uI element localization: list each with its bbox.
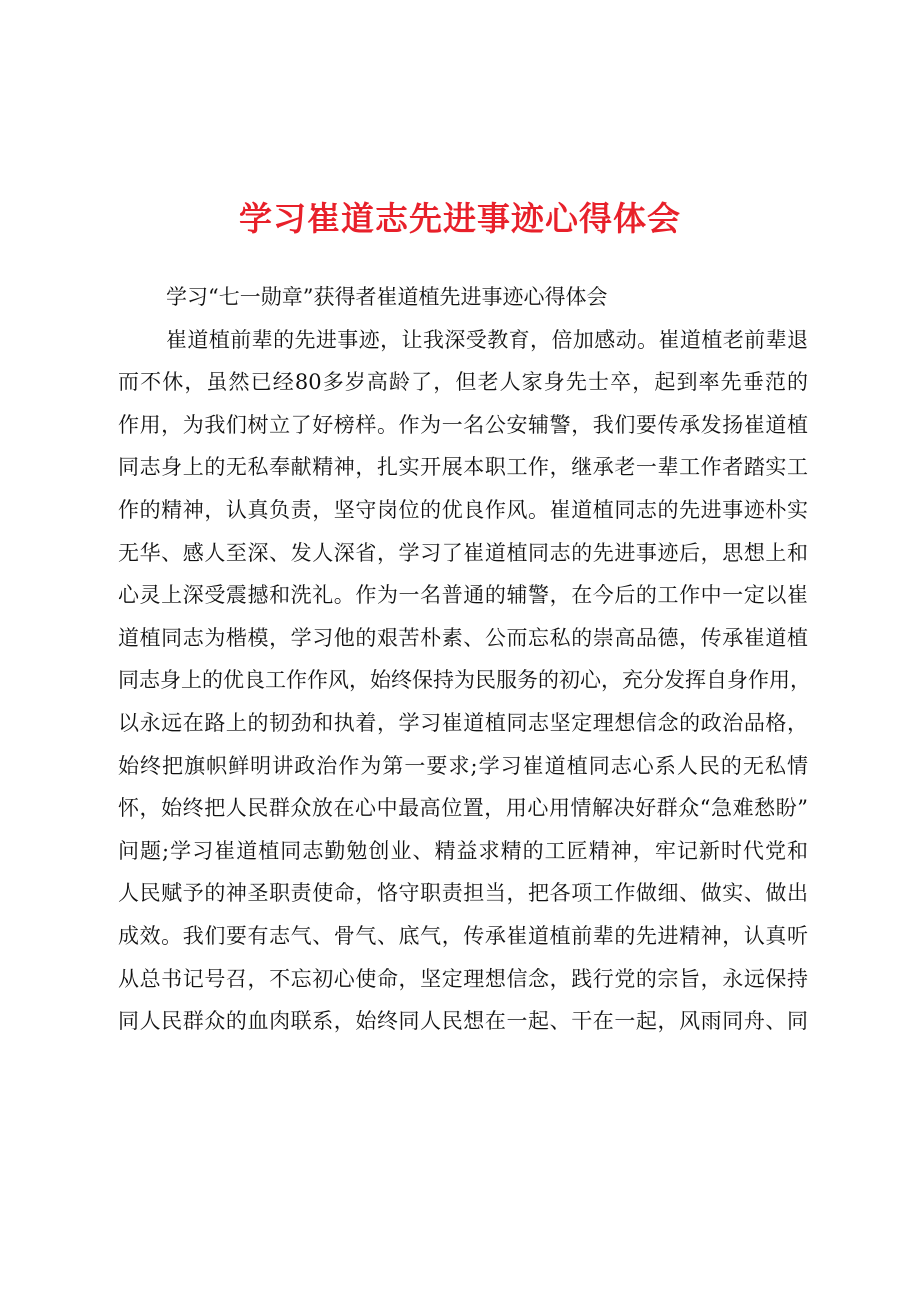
- paragraph-line: 始终把旗帜鲜明讲政治作为第一要求;学习崔道植同志心系人民的无私情: [118, 753, 808, 778]
- paragraph-line: 以永远在路上的韧劲和执着，学习崔道植同志坚定理想信念的政治品格，: [118, 710, 808, 735]
- paragraph-line: 无华、感人至深、发人深省，学习了崔道植同志的先进事迹后，思想上和: [118, 540, 808, 565]
- paragraph-line: 作用，为我们树立了好榜样。作为一名公安辅警，我们要传承发扬崔道植: [118, 412, 808, 437]
- paragraph-line: 作的精神，认真负责，坚守岗位的优良作风。崔道植同志的先进事迹朴实: [118, 497, 808, 522]
- paragraph-line: 人民赋予的神圣职责使命，恪守职责担当，把各项工作做细、做实、做出: [118, 881, 808, 906]
- paragraph-line: 怀，始终把人民群众放在心中最高位置，用心用情解决好群众“急难愁盼”: [118, 796, 808, 821]
- document-subtitle: 学习“七一勋章”获得者崔道植先进事迹心得体会: [166, 285, 608, 309]
- paragraph-line: 同人民群众的血肉联系，始终同人民想在一起、干在一起，风雨同舟、同: [118, 1009, 808, 1034]
- paragraph-line: 而不休，虽然已经80多岁高龄了，但老人家身先士卒，起到率先垂范的: [118, 370, 808, 395]
- document-title: 学习崔道志先进事迹心得体会: [239, 199, 681, 238]
- paragraph-line: 成效。我们要有志气、骨气、底气，传承崔道植前辈的先进精神，认真听: [118, 923, 808, 948]
- paragraph-line: 同志身上的无私奉献精神，扎实开展本职工作，继承老一辈工作者踏实工: [118, 455, 808, 480]
- paragraph-line: 崔道植前辈的先进事迹，让我深受教育，倍加感动。崔道植老前辈退: [166, 327, 808, 352]
- paragraph-line: 心灵上深受震撼和洗礼。作为一名普通的辅警，在今后的工作中一定以崔: [118, 583, 808, 608]
- paragraph-line: 道植同志为楷模，学习他的艰苦朴素、公而忘私的崇高品德，传承崔道植: [118, 625, 808, 650]
- paragraph-line: 问题;学习崔道植同志勤勉创业、精益求精的工匠精神，牢记新时代党和: [118, 838, 808, 863]
- paragraph-line: 从总书记号召，不忘初心使命，坚定理想信念，践行党的宗旨，永远保持: [118, 966, 808, 991]
- document-body: [118, 276, 811, 1043]
- paragraph-line: 同志身上的优良工作作风，始终保持为民服务的初心，充分发挥自身作用，: [118, 668, 811, 693]
